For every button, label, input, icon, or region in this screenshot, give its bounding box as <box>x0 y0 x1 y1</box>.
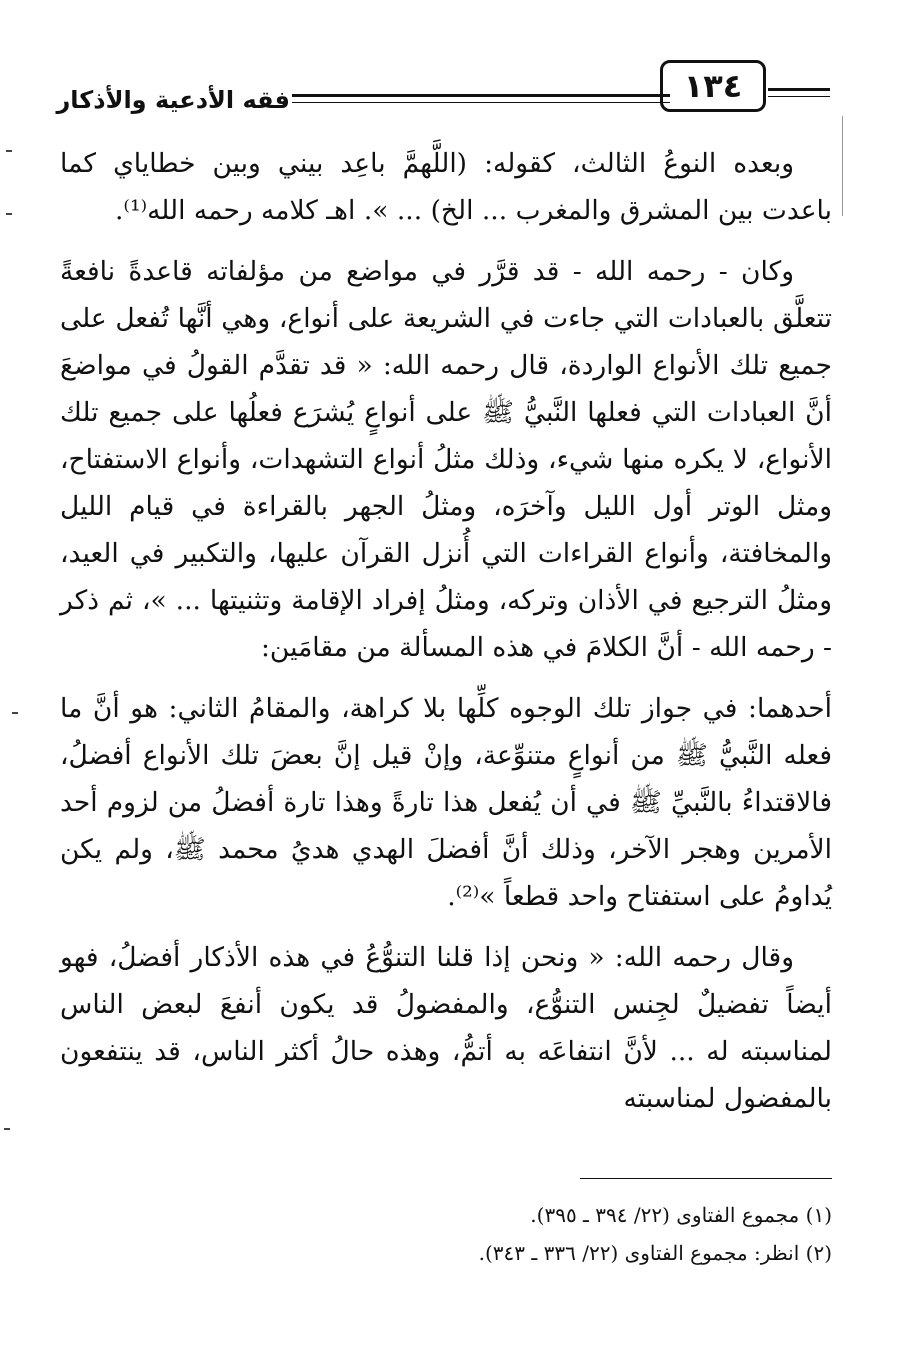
paragraph-3: أحدهما: في جواز تلك الوجوه كلِّها بلا كراهة، والمقامُ الثاني: هو أنَّ ما فعله النَّبيُّ ﷺ من أنواعٍ متنوِّعة، وإنْ قيل إنَّ بعضَ تلك الأنواع أفضلُ، فالاقتداءُ بالنَّبيِّ ﷺ في أن يُفعل هذا تارةً وهذا تارة أفضلُ من لزوم أحد الأمرين وهجر الآخر، وذلك أنَّ أفضلَ الهدي هديُ محمد ﷺ، ولم يكن يُداومُ على استفتاح واحد قطعاً »⁽²⁾. <box>60 693 832 912</box>
footnote-1: (١) مجموع الفتاوى (٢٢/ ٣٩٤ ـ ٣٩٥). <box>530 1203 832 1227</box>
paragraph-2: وكان - رحمه الله - قد قرَّر في مواضع من مؤلفاته قاعدةً نافعةً تتعلَّق بالعبادات التي جاءت في الشريعة على أنواع، وهي أنَّها تُفعل على جميع تلك الأنواع الواردة، قال رحمه الله: « قد تقدَّم القولُ في مواضعَ أنَّ العبادات التي فعلها النَّبيُّ ﷺ على أنواعٍ يُشرَع فعلُها على جميع تلك الأنواع، لا يكره منها شيء، وذلك مثلُ أنواع التشهدات، وأنواع الاستفتاح، ومثل الوتر أول الليل وآخرَه، ومثلُ الجهر بالقراءة في قيام الليل والمخافتة، وأنواع القراءات التي أُنزل القرآن عليها، والتكبير في العيد، ومثلُ الترجيع في الأذان وتركه، ومثلُ إفراد الإقامة وتثنيتها ... »، ثم ذكر - رحمه الله - أنَّ الكلامَ في هذه المسألة من مقامَين: <box>60 256 832 663</box>
header-rule-thick <box>292 94 670 97</box>
paragraph-1: وبعده النوعُ الثالث، كقوله: (اللَّهمَّ باعِد بيني وبين خطاياي كما باعدت بين المشرق والمغرب ... الخ) ... ». اهـ كلامه رحمه الله⁽¹⁾. <box>60 148 832 226</box>
scan-mark <box>12 712 18 714</box>
footnote-separator <box>580 1178 832 1179</box>
paragraph-4: وقال رحمه الله: « ونحن إذا قلنا التنوُّعُ في هذه الأذكار أفضلُ، فهو أيضاً تفضيلٌ لجِنس التنوُّع، والمفضولُ قد يكون أنفعَ لبعض الناس لمناسبته له ... لأنَّ انتفاعَه به أتمُّ، وهذه حالُ أكثر الناس، قد ينتفعون بالمفضول لمناسبته <box>60 942 832 1114</box>
body-text <box>60 140 832 1136</box>
page-header <box>56 58 830 118</box>
header-rule-right-thin <box>768 96 830 97</box>
header-rule-thin <box>292 102 670 103</box>
scan-mark <box>6 213 12 215</box>
margin-line <box>842 116 843 216</box>
running-title: فقه الأدعية والأذكار <box>56 86 290 114</box>
scan-mark <box>4 1128 10 1130</box>
footnote-2: (٢) انظر: مجموع الفتاوى (٢٢/ ٣٣٦ ـ ٣٤٣). <box>478 1241 832 1265</box>
scan-mark <box>6 150 12 152</box>
header-rule-right-thick <box>768 88 830 91</box>
page-number: ١٣٤ <box>660 60 766 112</box>
footnotes <box>60 1196 832 1272</box>
